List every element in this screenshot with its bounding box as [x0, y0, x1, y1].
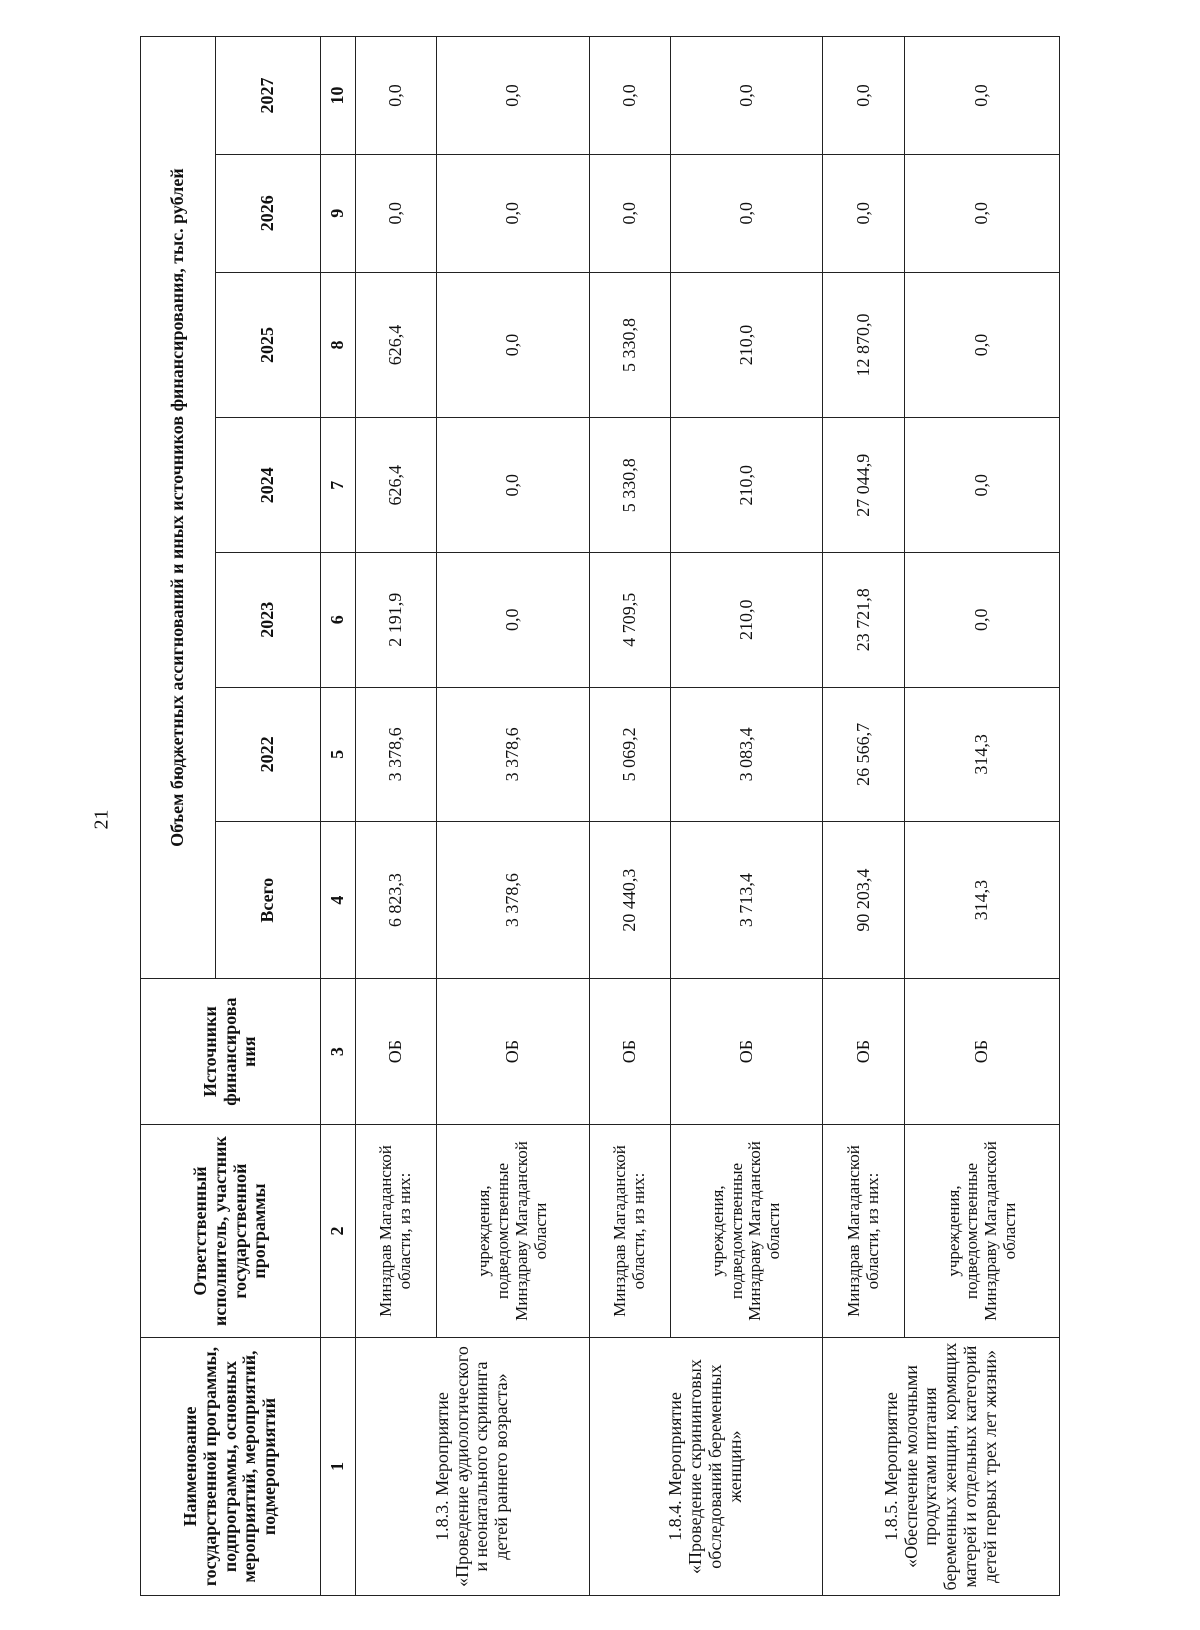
table-row [589, 37, 670, 1596]
header-volume: Объем бюджетных ассигнований и иных источников финансирования, тыс. рублей [141, 37, 216, 979]
value-cell: 0,0 [356, 37, 437, 155]
value-cell: 314,3 [905, 822, 1060, 979]
header-year: Всего [216, 822, 321, 979]
value-cell: 3 713,4 [670, 822, 823, 979]
value-cell: 0,0 [905, 37, 1060, 155]
value-cell: 3 378,6 [356, 687, 437, 822]
source-cell: ОБ [823, 979, 905, 1125]
value-cell: 0,0 [905, 418, 1060, 553]
value-cell: 0,0 [437, 154, 590, 272]
column-index: 10 [321, 37, 356, 155]
executor-cell: учреждения, подведомственные Минздраву Магаданской области [670, 1124, 823, 1337]
header-name: Наименование государственной программы, подпрограммы, основных мероприятий, мероприятий, подмероприятий [141, 1338, 321, 1596]
value-cell: 3 378,6 [437, 687, 590, 822]
column-index: 4 [321, 822, 356, 979]
value-cell: 314,3 [905, 687, 1060, 822]
executor-cell: учреждения, подведомственные Минздраву Магаданской области [437, 1124, 590, 1337]
value-cell: 626,4 [356, 272, 437, 418]
value-cell: 26 566,7 [823, 687, 905, 822]
header-executor: Ответственный исполнитель, участник государственной программы [141, 1124, 321, 1337]
column-index: 8 [321, 272, 356, 418]
value-cell: 0,0 [905, 272, 1060, 418]
value-cell: 0,0 [437, 272, 590, 418]
value-cell: 5 069,2 [589, 687, 670, 822]
measure-name: 1.8.4. Мероприятие «Проведение скрининговых обследований беременных женщин» [589, 1338, 823, 1596]
value-cell: 2 191,9 [356, 553, 437, 688]
measure-name: 1.8.5. Мероприятие «Обеспечение молочными продуктами питания беременных женщин, кормящих матерей и отдельных категорий детей первых трех лет жизни» [823, 1338, 1060, 1596]
header-source: Источники финансирова ния [141, 979, 321, 1125]
column-index: 2 [321, 1124, 356, 1337]
value-cell: 0,0 [823, 37, 905, 155]
value-cell: 3 083,4 [670, 687, 823, 822]
value-cell: 5 330,8 [589, 272, 670, 418]
value-cell: 5 330,8 [589, 418, 670, 553]
value-cell: 626,4 [356, 418, 437, 553]
source-cell: ОБ [437, 979, 590, 1125]
header-year: 2022 [216, 687, 321, 822]
header-year: 2025 [216, 272, 321, 418]
value-cell: 0,0 [823, 154, 905, 272]
table-row [823, 37, 905, 1596]
value-cell: 4 709,5 [589, 553, 670, 688]
value-cell: 210,0 [670, 272, 823, 418]
value-cell: 23 721,8 [823, 553, 905, 688]
executor-cell: учреждения, подведомственные Минздраву Магаданской области [905, 1124, 1060, 1337]
table-container [140, 36, 1060, 1596]
page-number: 21 [90, 809, 113, 830]
value-cell: 27 044,9 [823, 418, 905, 553]
value-cell: 20 440,3 [589, 822, 670, 979]
value-cell: 210,0 [670, 418, 823, 553]
value-cell: 12 870,0 [823, 272, 905, 418]
measure-name: 1.8.3. Мероприятие «Проведение аудиологического и неонатального скрининга детей раннего возраста» [356, 1338, 590, 1596]
header-year: 2024 [216, 418, 321, 553]
column-index: 1 [321, 1338, 356, 1596]
value-cell: 0,0 [905, 553, 1060, 688]
executor-cell: Минздрав Магаданской области, из них: [589, 1124, 670, 1337]
source-cell: ОБ [589, 979, 670, 1125]
header-year: 2027 [216, 37, 321, 155]
value-cell: 0,0 [437, 37, 590, 155]
value-cell: 3 378,6 [437, 822, 590, 979]
source-cell: ОБ [356, 979, 437, 1125]
column-index: 7 [321, 418, 356, 553]
value-cell: 0,0 [905, 154, 1060, 272]
value-cell: 0,0 [437, 418, 590, 553]
column-index: 9 [321, 154, 356, 272]
value-cell: 0,0 [670, 154, 823, 272]
table-row [356, 37, 437, 1596]
value-cell: 210,0 [670, 553, 823, 688]
rotated-page [140, 36, 1060, 1596]
value-cell: 0,0 [589, 37, 670, 155]
value-cell: 0,0 [356, 154, 437, 272]
header-year: 2026 [216, 154, 321, 272]
executor-cell: Минздрав Магаданской области, из них: [823, 1124, 905, 1337]
column-index: 3 [321, 979, 356, 1125]
executor-cell: Минздрав Магаданской области, из них: [356, 1124, 437, 1337]
source-cell: ОБ [670, 979, 823, 1125]
value-cell: 0,0 [670, 37, 823, 155]
value-cell: 0,0 [589, 154, 670, 272]
value-cell: 6 823,3 [356, 822, 437, 979]
financing-table [140, 36, 1060, 1596]
value-cell: 0,0 [437, 553, 590, 688]
column-index: 5 [321, 687, 356, 822]
source-cell: ОБ [905, 979, 1060, 1125]
column-index: 6 [321, 553, 356, 688]
header-year: 2023 [216, 553, 321, 688]
value-cell: 90 203,4 [823, 822, 905, 979]
